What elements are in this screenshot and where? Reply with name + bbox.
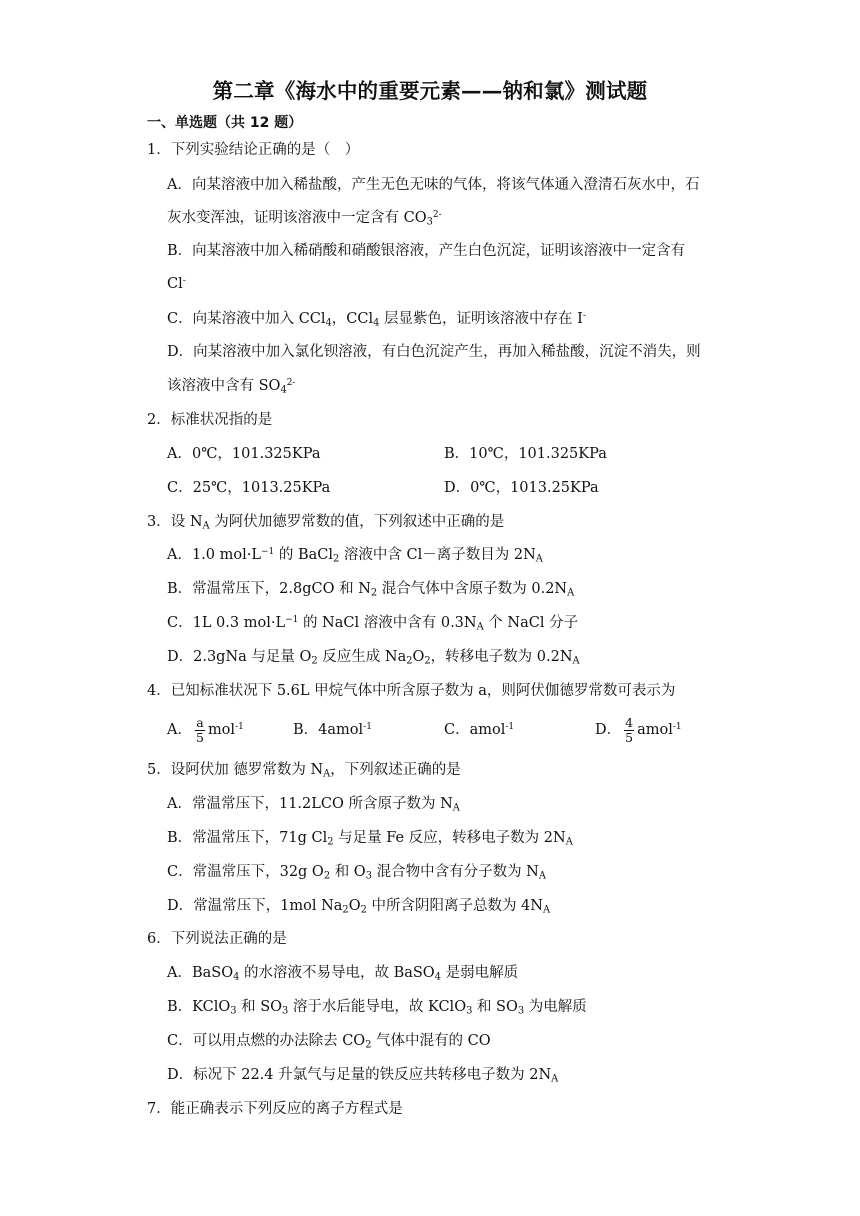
q2-option-d: D．0℃，1013.25KPa	[444, 480, 599, 496]
question-4-stem: 4．已知标准状况下 5.6L 甲烷气体中所含原子数为 a，则阿伏伽德罗常数可表示为	[147, 683, 676, 699]
q4-option-c: C．amol$^{-1}$	[444, 722, 515, 738]
question-3-stem: 3．设 $N_A$ 为阿伏加德罗常数的值，下列叙述中正确的是	[147, 514, 505, 532]
question-5-stem: 5．设阿伏加 德罗常数为 $N_A$，下列叙述正确的是	[147, 762, 461, 780]
q2-option-c: C．25℃，1013.25KPa	[167, 480, 331, 496]
fraction: $\frac{a}{5}$	[195, 714, 204, 745]
q5-option-b: B．常温常压下，71g $Cl_2$ 与足量 Fe 反应，转移电子数为 $2N_A$	[167, 830, 573, 848]
q4-option-b: B．4amol$^{-1}$	[293, 722, 372, 738]
question-6-stem: 6．下列说法正确的是	[147, 931, 287, 947]
q5-option-a: A．常温常压下，11.2LCO 所含原子数为 $N_A$	[167, 796, 460, 814]
q1-option-b-line2: Cl-	[167, 276, 186, 292]
q1-option-a-line2: 灰水变浑浊，证明该溶液中一定含有 $CO_3^{2-}$	[167, 210, 442, 228]
q4-option-d: D． $\frac{4}{5}$ amol$^{-1}$	[595, 714, 682, 745]
q3-option-c: C．1L 0.3 $mol\cdot L^{-1}$ 的 NaCl 溶液中含有 $0.3N_A$ 个 NaCl 分子	[167, 615, 579, 633]
q3-option-b: B．常温常压下，2.8gCO 和 $N_2$ 混合气体中含原子数为 $0.2N_A$	[167, 581, 575, 599]
q5-option-d: D．常温常压下，1mol $Na_2O_2$ 中所含阴阳离子总数为 $4N_A$	[167, 898, 551, 916]
page-title: 第二章《海水中的重要元素——钠和氯》测试题	[212, 79, 648, 103]
q4-option-a: A． $\frac{a}{5}$ mol$^{-1}$	[167, 714, 244, 745]
q6-option-a: A．BaSO$_4$ 的水溶液不易导电，故 BaSO$_4$ 是弱电解质	[167, 965, 519, 983]
q1-option-c: C．向某溶液中加入 CCl$_4$，CCl$_4$ 层显紫色，证明该溶液中存在 I-	[167, 311, 586, 329]
q2-option-b: B．10℃，101.325KPa	[444, 446, 607, 462]
fraction: $\frac{4}{5}$	[625, 714, 634, 745]
section-heading: 一、单选题（共 12 题）	[147, 115, 303, 131]
q6-option-b: B．KClO$_3$ 和 $SO_3$ 溶于水后能导电，故 KClO$_3$ 和 $SO_3$ 为电解质	[167, 999, 587, 1017]
question-1-stem: 1．下列实验结论正确的是（ ）	[147, 142, 360, 158]
q3-option-a: A．1.0 $mol\cdot L^{-1}$ 的 BaCl$_2$ 溶液中含 Cl－离子数目为 $2N_A$	[167, 547, 543, 565]
q6-option-d: D．标况下 22.4 升氯气与足量的铁反应共转移电子数为 $2N_A$	[167, 1067, 559, 1085]
question-2-stem: 2．标准状况指的是	[147, 412, 273, 428]
q1-option-d-line1: D．向某溶液中加入氯化钡溶液，有白色沉淀产生，再加入稀盐酸，沉淀不消失，则	[167, 344, 701, 360]
q1-option-b-line1: B．向某溶液中加入稀硝酸和硝酸银溶液，产生白色沉淀，证明该溶液中一定含有	[167, 243, 686, 259]
q6-option-c: C．可以用点燃的办法除去 $CO_2$ 气体中混有的 CO	[167, 1033, 491, 1051]
q5-option-c: C．常温常压下，32g $O_2$ 和 $O_3$ 混合物中含有分子数为 $N_A$	[167, 864, 546, 882]
question-7-stem: 7．能正确表示下列反应的离子方程式是	[147, 1101, 403, 1117]
q3-option-d: D．2.3gNa 与足量 $O_2$ 反应生成 $Na_2O_2$，转移电子数为 $0.2N_A$	[167, 649, 580, 667]
q1-option-d-line2: 该溶液中含有 $SO_4^{2-}$	[167, 378, 296, 396]
q2-option-a: A．0℃，101.325KPa	[167, 446, 321, 462]
q1-option-a-line1: A．向某溶液中加入稀盐酸，产生无色无味的气体，将该气体通入澄清石灰水中，石	[167, 177, 700, 193]
